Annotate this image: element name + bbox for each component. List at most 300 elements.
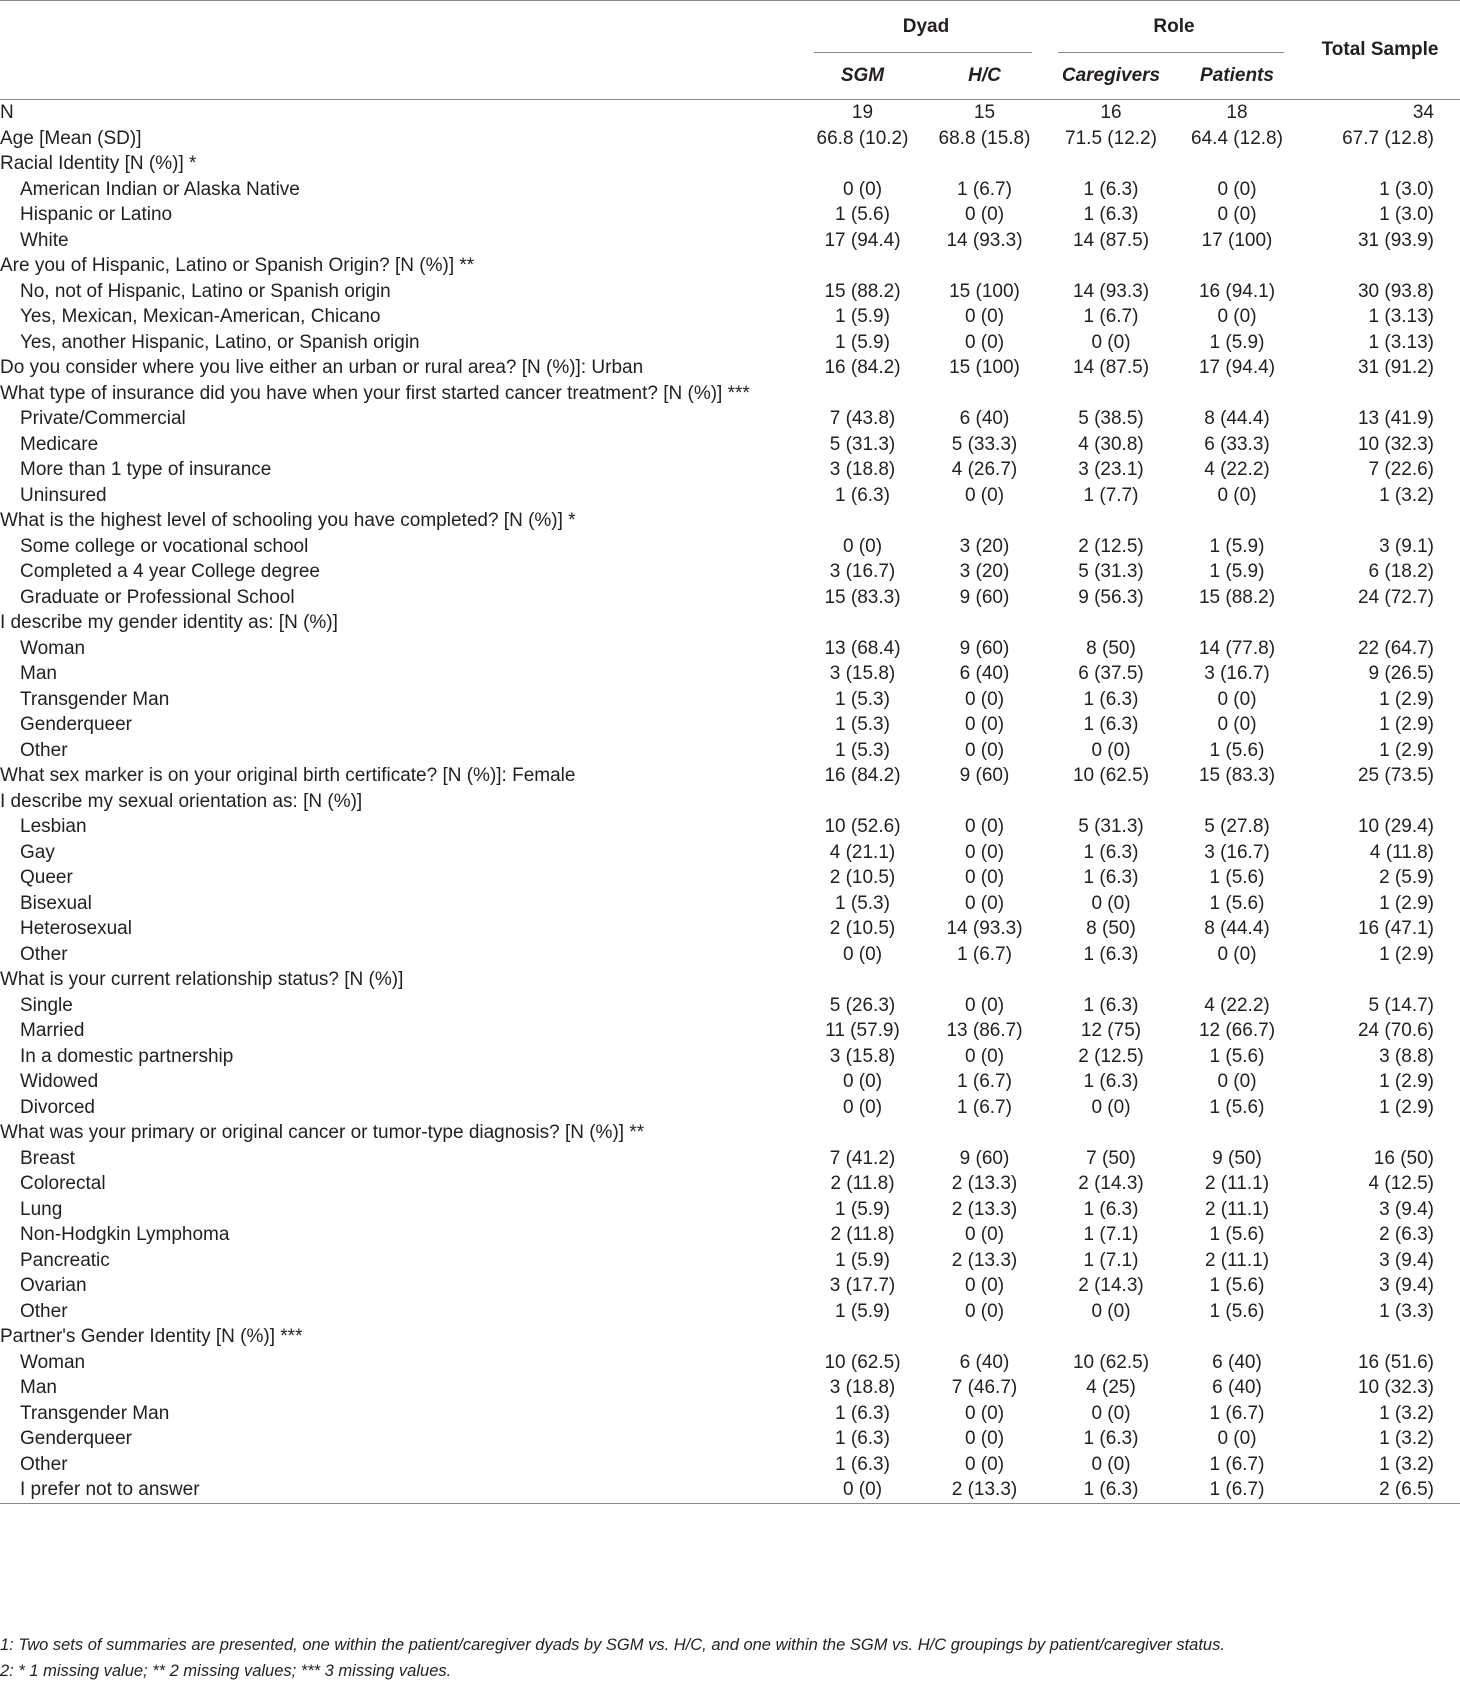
cell-sgm [804, 967, 921, 993]
cell-hc: 5 (33.3) [951, 433, 1018, 455]
table-row [0, 1197, 1460, 1223]
row-label: I describe my gender identity as: [N (%)] [0, 612, 338, 633]
row-label: What is your current relationship status? [N (%)] [0, 969, 404, 990]
cell-hc: 0 (0) [964, 204, 1005, 225]
cell-caregivers [1048, 789, 1174, 815]
cell-caregivers: 0 (0) [1091, 892, 1131, 914]
cell-total: 16 (47.1) [1357, 918, 1434, 939]
row-label: Uninsured [20, 484, 107, 506]
cell-hc: 14 (93.3) [946, 229, 1023, 251]
row-label: Yes, another Hispanic, Latino, or Spanish origin [20, 331, 420, 353]
cell-caregivers: 4 (25) [1086, 1377, 1136, 1398]
row-label: Non-Hodgkin Lymphoma [20, 1224, 230, 1245]
table-row-section [0, 253, 1460, 279]
cell-hc: 1 (6.7) [957, 1096, 1012, 1118]
cell-caregivers: 14 (93.3) [1072, 280, 1150, 302]
cell-caregivers: 1 (7.1) [1083, 1249, 1139, 1271]
table-row [0, 1401, 1460, 1427]
cell-caregivers: 8 (50) [1086, 918, 1136, 939]
cell-patients: 0 (0) [1217, 688, 1257, 710]
cell-patients: 1 (5.6) [1209, 867, 1265, 888]
row-label: Pancreatic [20, 1249, 110, 1271]
cell-sgm: 1 (6.3) [835, 1402, 890, 1424]
row-label: Graduate or Professional School [20, 586, 295, 608]
cell-total: 1 (3.0) [1379, 204, 1434, 225]
cell-hc: 1 (6.7) [957, 1071, 1012, 1092]
table-row [0, 483, 1460, 509]
cell-sgm: 1 (5.9) [835, 1249, 890, 1271]
header-blank-cell [0, 1, 804, 53]
row-label: What is the highest level of schooling you have completed? [N (%)] * [0, 510, 576, 531]
cell-total: 1 (3.2) [1379, 1428, 1434, 1449]
table-row [0, 1477, 1460, 1503]
cell-total: 31 (91.2) [1357, 357, 1434, 378]
cell-sgm: 3 (18.8) [829, 459, 896, 480]
header-column-row [0, 53, 1460, 100]
table-row [0, 1273, 1460, 1299]
cell-hc: 0 (0) [964, 1300, 1005, 1322]
row-label: What type of insurance did you have when your first started cancer treatment? [N (%)] *** [0, 382, 750, 404]
row-label: American Indian or Alaska Native [20, 178, 300, 200]
row-label: Other [20, 943, 68, 965]
table-footnotes [0, 1632, 1460, 1684]
table-row [0, 1350, 1460, 1376]
cell-patients: 6 (40) [1212, 1351, 1262, 1373]
cell-sgm: 0 (0) [842, 535, 883, 557]
cell-caregivers: 1 (6.7) [1083, 306, 1139, 327]
cell-total: 4 (12.5) [1368, 1173, 1434, 1194]
cell-sgm: 11 (57.9) [825, 1020, 900, 1041]
cell-patients: 1 (5.6) [1209, 1275, 1265, 1296]
cell-caregivers: 10 (62.5) [1072, 1351, 1150, 1373]
row-label: Completed a 4 year College degree [20, 561, 320, 582]
table-row-section [0, 355, 1460, 381]
row-label: Lung [20, 1198, 63, 1220]
cell-caregivers: 1 (6.3) [1083, 1071, 1139, 1092]
cell-caregivers: 6 (37.5) [1078, 663, 1144, 684]
row-label: Man [20, 663, 57, 684]
cell-hc: 2 (13.3) [951, 1198, 1018, 1220]
row-label: Lesbian [20, 816, 87, 837]
cell-patients: 5 (27.8) [1204, 816, 1270, 837]
row-label: Age [Mean (SD)] [0, 127, 142, 149]
cell-patients [1174, 151, 1300, 177]
cell-sgm: 7 (43.8) [829, 408, 896, 429]
cell-total: 3 (9.4) [1379, 1249, 1434, 1271]
table-row [0, 891, 1460, 917]
cell-hc: 1 (6.7) [957, 178, 1012, 200]
cell-total: 1 (3.2) [1379, 484, 1434, 506]
row-label: Medicare [20, 433, 99, 455]
cell-caregivers: 1 (6.3) [1083, 1198, 1139, 1220]
table-body [0, 100, 1460, 1504]
table-row-section [0, 610, 1460, 636]
cell-sgm: 15 (88.2) [824, 280, 901, 302]
cell-hc: 9 (60) [959, 637, 1010, 659]
table-row [0, 432, 1460, 458]
cell-patients: 6 (33.3) [1204, 433, 1270, 455]
cell-total [1300, 508, 1460, 534]
cell-total: 24 (70.6) [1357, 1020, 1434, 1041]
cell-patients: 64.4 (12.8) [1191, 127, 1283, 149]
cell-hc: 0 (0) [964, 1453, 1005, 1475]
cell-total [1300, 789, 1460, 815]
row-label: Woman [20, 637, 86, 659]
cell-total: 10 (32.3) [1357, 433, 1434, 455]
cell-hc: 0 (0) [964, 994, 1005, 1016]
cell-total [1300, 1324, 1460, 1350]
cell-patients: 1 (5.6) [1209, 1300, 1265, 1322]
row-label: N [0, 102, 14, 123]
cell-patients: 15 (83.3) [1198, 765, 1276, 786]
cell-total: 2 (6.5) [1379, 1479, 1434, 1500]
cell-sgm: 3 (18.8) [829, 1377, 896, 1398]
cell-patients: 0 (0) [1217, 306, 1257, 327]
table-header [0, 1, 1460, 100]
cell-sgm: 5 (26.3) [829, 994, 896, 1016]
table-row [0, 1222, 1460, 1248]
cell-caregivers: 2 (14.3) [1078, 1275, 1144, 1296]
cell-caregivers: 14 (87.5) [1072, 229, 1150, 251]
cell-caregivers: 0 (0) [1091, 331, 1131, 353]
cell-caregivers: 0 (0) [1091, 1453, 1131, 1475]
cell-total [1300, 967, 1460, 993]
cell-sgm: 3 (17.7) [829, 1275, 896, 1296]
cell-patients: 8 (44.4) [1204, 408, 1270, 429]
table-row [0, 942, 1460, 968]
row-label: More than 1 type of insurance [20, 459, 272, 480]
cell-patients: 1 (5.6) [1209, 1045, 1265, 1067]
table-row [0, 1044, 1460, 1070]
cell-total: 3 (9.1) [1379, 535, 1434, 557]
cell-sgm: 17 (94.4) [824, 229, 901, 251]
cell-caregivers: 1 (6.3) [1083, 1479, 1139, 1500]
cell-sgm: 0 (0) [842, 1071, 883, 1092]
cell-sgm: 0 (0) [842, 1479, 883, 1500]
cell-patients: 1 (6.7) [1209, 1453, 1265, 1475]
cell-hc: 6 (40) [959, 408, 1010, 429]
cell-sgm [804, 789, 921, 815]
cell-sgm: 3 (15.8) [829, 663, 896, 684]
cell-patients: 1 (6.7) [1209, 1402, 1265, 1424]
row-label: Ovarian [20, 1275, 87, 1296]
cell-total [1300, 1120, 1460, 1146]
cell-total: 1 (3.13) [1368, 306, 1434, 327]
cell-caregivers [1048, 381, 1174, 407]
cell-caregivers: 0 (0) [1091, 1402, 1131, 1424]
cell-patients: 1 (5.6) [1209, 739, 1265, 761]
cell-total: 24 (72.7) [1357, 586, 1434, 608]
cell-sgm [804, 253, 921, 279]
row-label: Yes, Mexican, Mexican-American, Chicano [20, 306, 381, 327]
cell-hc: 6 (40) [959, 663, 1010, 684]
cell-sgm: 2 (11.8) [830, 1224, 895, 1245]
cell-caregivers: 1 (6.3) [1083, 178, 1139, 200]
cell-total: 1 (3.13) [1368, 331, 1434, 353]
cell-hc: 0 (0) [964, 714, 1005, 735]
row-label: Bisexual [20, 892, 92, 914]
table-row [0, 1069, 1460, 1095]
cell-patients: 4 (22.2) [1204, 459, 1270, 480]
cell-patients: 17 (94.4) [1198, 357, 1276, 378]
cell-patients: 0 (0) [1217, 943, 1257, 965]
cell-patients [1174, 967, 1300, 993]
cell-sgm: 1 (5.9) [835, 1198, 890, 1220]
cell-sgm: 0 (0) [842, 943, 883, 965]
cell-hc: 0 (0) [964, 867, 1005, 888]
row-label: Divorced [20, 1096, 95, 1118]
table-row [0, 1375, 1460, 1401]
cell-hc: 0 (0) [964, 816, 1005, 837]
cell-sgm: 16 (84.2) [824, 357, 901, 378]
cell-total: 1 (3.2) [1379, 1402, 1434, 1424]
cell-caregivers: 2 (12.5) [1078, 535, 1144, 557]
cell-caregivers: 14 (87.5) [1072, 357, 1150, 378]
row-label: Married [20, 1020, 85, 1041]
table-row-section [0, 763, 1460, 789]
cell-hc: 68.8 (15.8) [938, 127, 1031, 149]
cell-total: 13 (41.9) [1357, 408, 1434, 429]
cell-patients [1174, 508, 1300, 534]
cell-patients: 17 (100) [1201, 229, 1273, 251]
cell-caregivers: 8 (50) [1086, 637, 1136, 659]
cell-hc [921, 789, 1048, 815]
cell-total: 3 (8.8) [1379, 1045, 1434, 1067]
table-row [0, 916, 1460, 942]
cell-caregivers: 12 (75) [1080, 1020, 1142, 1041]
cell-sgm: 4 (21.1) [829, 841, 896, 863]
cell-hc: 0 (0) [964, 1224, 1005, 1245]
cell-sgm [804, 508, 921, 534]
cell-total: 6 (18.2) [1368, 561, 1434, 582]
cell-patients: 3 (16.7) [1204, 663, 1270, 684]
cell-total: 5 (14.7) [1368, 994, 1434, 1016]
cell-patients: 6 (40) [1212, 1377, 1262, 1398]
cell-total: 34 [1412, 102, 1434, 123]
cell-hc: 13 (86.7) [946, 1020, 1023, 1041]
cell-sgm: 1 (5.9) [835, 306, 890, 327]
cell-total: 2 (5.9) [1379, 867, 1434, 888]
table-row [0, 865, 1460, 891]
row-label: Man [20, 1377, 57, 1398]
cell-total [1300, 610, 1460, 636]
cell-caregivers: 5 (31.3) [1078, 816, 1144, 837]
row-label: Other [20, 739, 68, 761]
table-row [0, 1452, 1460, 1478]
row-label: No, not of Hispanic, Latino or Spanish origin [20, 280, 391, 302]
cell-sgm: 16 (84.2) [824, 765, 901, 786]
cell-hc: 6 (40) [959, 1351, 1010, 1373]
cell-caregivers [1048, 967, 1174, 993]
footnote-2: 2: * 1 missing value; ** 2 missing values; *** 3 missing values. [0, 1662, 452, 1680]
cell-total: 1 (2.9) [1379, 1096, 1434, 1118]
cell-caregivers [1048, 253, 1174, 279]
cell-caregivers [1048, 1120, 1174, 1146]
table-row [0, 1018, 1460, 1044]
table-row [0, 993, 1460, 1019]
cell-sgm: 7 (41.2) [829, 1147, 896, 1169]
row-label: Other [20, 1300, 68, 1322]
header-col-hc: H/C [968, 65, 1001, 86]
cell-patients: 0 (0) [1217, 714, 1257, 735]
cell-patients: 16 (94.1) [1198, 280, 1276, 302]
cell-sgm: 13 (68.4) [824, 637, 901, 659]
cell-hc [921, 1120, 1048, 1146]
cell-total: 1 (3.2) [1379, 1453, 1434, 1475]
table-row [0, 661, 1460, 687]
cell-hc [921, 1324, 1048, 1350]
cell-total: 1 (2.9) [1379, 943, 1434, 965]
table-row [0, 534, 1460, 560]
cell-caregivers [1048, 1324, 1174, 1350]
cell-hc [921, 253, 1048, 279]
cell-total: 1 (3.0) [1379, 178, 1434, 200]
cell-total: 1 (2.9) [1379, 1071, 1434, 1092]
cell-patients: 1 (5.6) [1209, 1096, 1265, 1118]
cell-sgm: 1 (5.3) [835, 739, 890, 761]
header-group-role [1048, 1, 1300, 53]
cell-sgm: 10 (52.6) [824, 816, 901, 837]
cell-patients: 2 (11.1) [1204, 1249, 1270, 1271]
cell-patients: 12 (66.7) [1198, 1020, 1276, 1041]
cell-sgm: 1 (5.3) [835, 714, 890, 735]
cell-total: 3 (9.4) [1379, 1275, 1434, 1296]
cell-hc: 15 (100) [949, 280, 1020, 302]
cell-hc: 0 (0) [964, 1428, 1005, 1449]
cell-hc: 0 (0) [964, 688, 1005, 710]
cell-total: 1 (2.9) [1379, 739, 1434, 761]
cell-hc: 0 (0) [964, 306, 1005, 327]
cell-sgm [804, 1324, 921, 1350]
cell-patients: 15 (88.2) [1198, 586, 1276, 608]
cell-patients: 2 (11.1) [1204, 1173, 1270, 1194]
table-row-section [0, 100, 1460, 126]
header-blank-cell [0, 53, 804, 100]
cell-caregivers: 2 (12.5) [1078, 1045, 1144, 1067]
cell-hc: 0 (0) [964, 892, 1005, 914]
row-label: Private/Commercial [20, 408, 186, 429]
cell-total: 7 (22.6) [1368, 459, 1434, 480]
table-row [0, 330, 1460, 356]
row-label: Transgender Man [20, 1402, 170, 1424]
table-row [0, 228, 1460, 254]
cell-caregivers: 0 (0) [1091, 739, 1131, 761]
cell-patients: 3 (16.7) [1204, 841, 1270, 863]
cell-patients: 0 (0) [1217, 1428, 1257, 1449]
header-group-dyad [804, 1, 1048, 53]
cell-hc: 2 (13.3) [951, 1173, 1018, 1194]
cell-hc [921, 508, 1048, 534]
row-label: What was your primary or original cancer or tumor-type diagnosis? [N (%)] ** [0, 1122, 645, 1143]
table-row [0, 279, 1460, 305]
header-group-row [0, 1, 1460, 53]
cell-total: 1 (2.9) [1379, 688, 1434, 710]
table-row [0, 585, 1460, 611]
table-row [0, 1248, 1460, 1274]
cell-total: 2 (6.3) [1379, 1224, 1434, 1245]
cell-caregivers: 1 (6.3) [1083, 994, 1139, 1016]
row-label: Racial Identity [N (%)] * [0, 153, 197, 174]
cell-sgm: 15 (83.3) [824, 586, 901, 608]
table-row [0, 177, 1460, 203]
footnote-1: 1: Two sets of summaries are presented, one within the patient/caregiver dyads by SGM vs. H/C, and one within the SGM vs. H/C groupings by patient/caregiver status. [0, 1636, 1225, 1654]
cell-total: 10 (29.4) [1357, 816, 1434, 837]
cell-total: 30 (93.8) [1357, 280, 1434, 302]
row-label: Hispanic or Latino [20, 204, 173, 225]
cell-patients: 8 (44.4) [1204, 918, 1270, 939]
cell-sgm: 1 (5.3) [835, 892, 890, 914]
cell-hc [921, 967, 1048, 993]
table-row [0, 1299, 1460, 1325]
cell-caregivers: 0 (0) [1091, 1300, 1131, 1322]
table-row-section [0, 508, 1460, 534]
table-row [0, 840, 1460, 866]
table-row [0, 202, 1460, 228]
cell-total: 25 (73.5) [1357, 765, 1434, 786]
cell-total [1300, 151, 1460, 177]
row-label: I describe my sexual orientation as: [N (%)] [0, 790, 363, 812]
table-row-section [0, 967, 1460, 993]
cell-hc: 9 (60) [959, 586, 1010, 608]
cell-patients: 1 (5.9) [1209, 331, 1265, 353]
cell-sgm: 1 (6.3) [835, 1453, 890, 1475]
table-row [0, 457, 1460, 483]
cell-caregivers [1048, 508, 1174, 534]
cell-caregivers: 1 (6.3) [1083, 943, 1139, 965]
cell-caregivers: 1 (6.3) [1083, 867, 1139, 888]
cell-sgm: 1 (5.3) [835, 688, 890, 710]
cell-caregivers: 71.5 (12.2) [1065, 127, 1157, 149]
cell-hc: 4 (26.7) [951, 459, 1018, 480]
cell-total: 31 (93.9) [1357, 229, 1434, 251]
row-label: Other [20, 1453, 68, 1475]
cell-caregivers: 5 (31.3) [1078, 561, 1144, 582]
cell-patients: 1 (5.6) [1209, 1224, 1265, 1245]
cell-sgm: 3 (15.8) [829, 1045, 896, 1067]
cell-hc: 7 (46.7) [951, 1377, 1018, 1398]
cell-sgm: 2 (10.5) [829, 867, 896, 888]
row-label: Genderqueer [20, 714, 132, 735]
cell-caregivers: 9 (56.3) [1078, 586, 1144, 608]
cell-caregivers: 3 (23.1) [1078, 459, 1144, 480]
header-col-caregivers: Caregivers [1061, 65, 1161, 86]
cell-sgm [804, 381, 921, 407]
cell-total [1300, 253, 1460, 279]
cell-hc: 2 (13.3) [951, 1249, 1018, 1271]
cell-patients: 0 (0) [1217, 204, 1257, 225]
cell-hc: 3 (20) [959, 561, 1010, 582]
cell-patients: 0 (0) [1217, 1071, 1257, 1092]
cell-patients [1174, 610, 1300, 636]
cell-caregivers: 0 (0) [1091, 1096, 1131, 1118]
row-label: Single [20, 994, 73, 1016]
row-label: Gay [20, 841, 55, 863]
table-row-section [0, 1324, 1460, 1350]
cell-sgm: 19 [851, 102, 874, 123]
cell-sgm: 2 (10.5) [829, 918, 896, 939]
cell-hc: 3 (20) [959, 535, 1010, 557]
cell-caregivers: 1 (7.7) [1083, 484, 1139, 506]
table-row [0, 814, 1460, 840]
cell-caregivers: 16 [1100, 102, 1122, 123]
cell-hc: 1 (6.7) [957, 943, 1012, 965]
cell-sgm: 1 (6.3) [835, 484, 890, 506]
cell-patients: 1 (5.9) [1209, 535, 1265, 557]
cell-caregivers: 5 (38.5) [1078, 408, 1144, 429]
cell-hc: 0 (0) [964, 1402, 1005, 1424]
cell-patients: 2 (11.1) [1204, 1198, 1270, 1220]
cell-patients [1174, 1324, 1300, 1350]
